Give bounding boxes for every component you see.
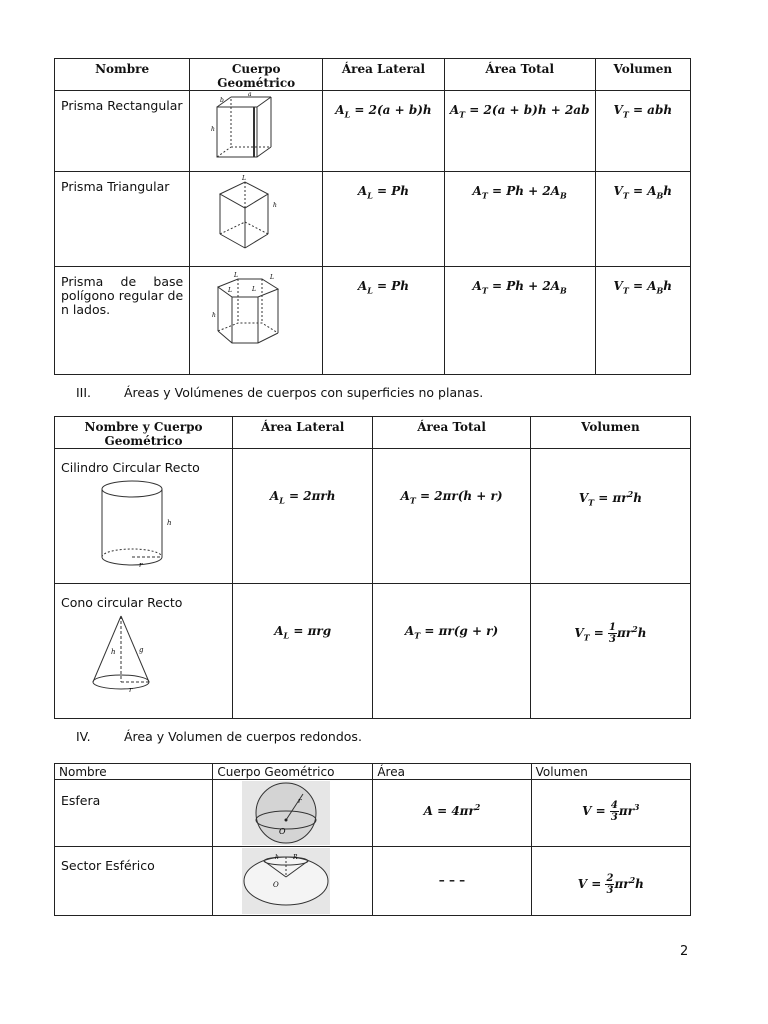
header-area-lateral: Área Lateral — [233, 417, 373, 449]
polygonal-prism-figure — [190, 267, 323, 375]
table-row — [55, 584, 691, 719]
formula-lateral: $A_L = \pi rg$ — [233, 584, 373, 719]
formula-volume: V = $\frac{2}{3}$ $\pi r^2h$ — [531, 847, 690, 916]
header-area-total: Área Total — [444, 59, 595, 91]
formula-volume: $V_T$ = abh — [595, 91, 690, 172]
table-row — [55, 847, 691, 916]
formula-total: $A_T = 2(a + b)h + 2ab$ — [444, 91, 595, 172]
table-row — [55, 91, 691, 172]
row-name: Cilindro Circular Recto — [61, 460, 200, 475]
section-heading-iii: III. Áreas y Volúmenes de cuerpos con superficies no planas. — [76, 385, 484, 400]
sphere-figure — [213, 780, 373, 847]
svg-text:r: r — [298, 797, 302, 805]
svg-text:h: h — [211, 126, 216, 133]
header-volumen: Volumen — [595, 59, 690, 91]
row-name: Prisma Rectangular — [55, 91, 190, 172]
svg-text:b: b — [220, 97, 225, 104]
header-area-total: Área Total — [373, 417, 530, 449]
svg-text:r: r — [129, 686, 133, 694]
cone-cell — [55, 584, 233, 719]
formula-area: – – – — [373, 847, 531, 916]
cylinder-cell — [55, 449, 233, 584]
row-name: Sector Esférico — [55, 847, 213, 916]
svg-text:h: h — [212, 312, 217, 319]
svg-text:g: g — [139, 646, 144, 654]
table-row — [55, 780, 691, 847]
formula-total: $A_T = 2\pi r(h + r)$ — [373, 449, 530, 584]
formula-lateral: $A_L = Ph$ — [323, 172, 445, 267]
formula-area: $A = 4\pi r^2$ — [373, 780, 531, 847]
formula-volume: $V_T = A_Bh$ — [595, 267, 690, 375]
svg-text:L: L — [270, 274, 275, 281]
row-name: Prisma de base polígono regular de n lados. — [55, 267, 190, 375]
table-row — [55, 172, 691, 267]
svg-text:L: L — [228, 287, 233, 294]
row-name: Prisma Triangular — [55, 172, 190, 267]
rectangular-prism-figure — [190, 91, 323, 172]
formula-volume: $V_T = A_Bh$ — [595, 172, 690, 267]
svg-text:L: L — [242, 175, 247, 182]
svg-text:L: L — [252, 286, 257, 293]
row-name: Esfera — [55, 780, 213, 847]
table-row — [55, 267, 691, 375]
svg-text:L: L — [234, 272, 239, 279]
svg-text:a: a — [248, 91, 252, 98]
header-cuerpo: Cuerpo Geométrico — [213, 764, 373, 780]
triangular-prism-figure — [190, 172, 323, 267]
header-volumen: Volumen — [530, 417, 690, 449]
formula-total: $A_T = Ph + 2A_B$ — [444, 267, 595, 375]
spherical-sector-figure — [213, 847, 373, 916]
svg-text:h: h — [167, 519, 172, 527]
section-heading-iv: IV. Área y Volumen de cuerpos redondos. — [76, 729, 362, 744]
formula-lateral: $A_L = 2(a + b)h$ — [323, 91, 445, 172]
formula-total: $A_T = \pi r(g + r)$ — [373, 584, 530, 719]
header-area: Área — [373, 764, 531, 780]
svg-text:h: h — [273, 202, 278, 209]
row-name: Cono circular Recto — [61, 595, 183, 610]
curved-solids-table — [54, 416, 691, 719]
formula-volume: $V_T = \pi r^2h$ — [530, 449, 690, 584]
table-row — [55, 449, 691, 584]
formula-volume: $V_T$ = $\frac{1}{3}$ $\pi r^2h$ — [530, 584, 690, 719]
formula-total: $A_T = Ph + 2A_B$ — [444, 172, 595, 267]
formula-lateral: $A_L = Ph$ — [323, 267, 445, 375]
formula-lateral: $A_L = 2\pi rh$ — [233, 449, 373, 584]
cylinder-figure — [55, 475, 232, 575]
svg-text:R: R — [293, 854, 298, 861]
svg-text:O: O — [273, 881, 280, 889]
svg-text:h: h — [111, 648, 116, 656]
cone-figure — [55, 610, 232, 710]
header-nombre-cuerpo: Nombre y Cuerpo Geométrico — [55, 417, 233, 449]
header-nombre: Nombre — [55, 764, 213, 780]
page-number: 2 — [680, 944, 689, 959]
svg-text:h: h — [275, 854, 280, 861]
prism-table — [54, 58, 691, 375]
formula-volume: V = $\frac{4}{3}$ $\pi r^3$ — [531, 780, 690, 847]
svg-text:r: r — [139, 561, 143, 569]
header-nombre: Nombre — [55, 59, 190, 91]
header-area-lateral: Área Lateral — [323, 59, 445, 91]
round-solids-table — [54, 763, 691, 916]
header-cuerpo: Cuerpo Geométrico — [190, 59, 323, 91]
svg-text:O: O — [279, 827, 286, 836]
header-volumen: Volumen — [531, 764, 690, 780]
